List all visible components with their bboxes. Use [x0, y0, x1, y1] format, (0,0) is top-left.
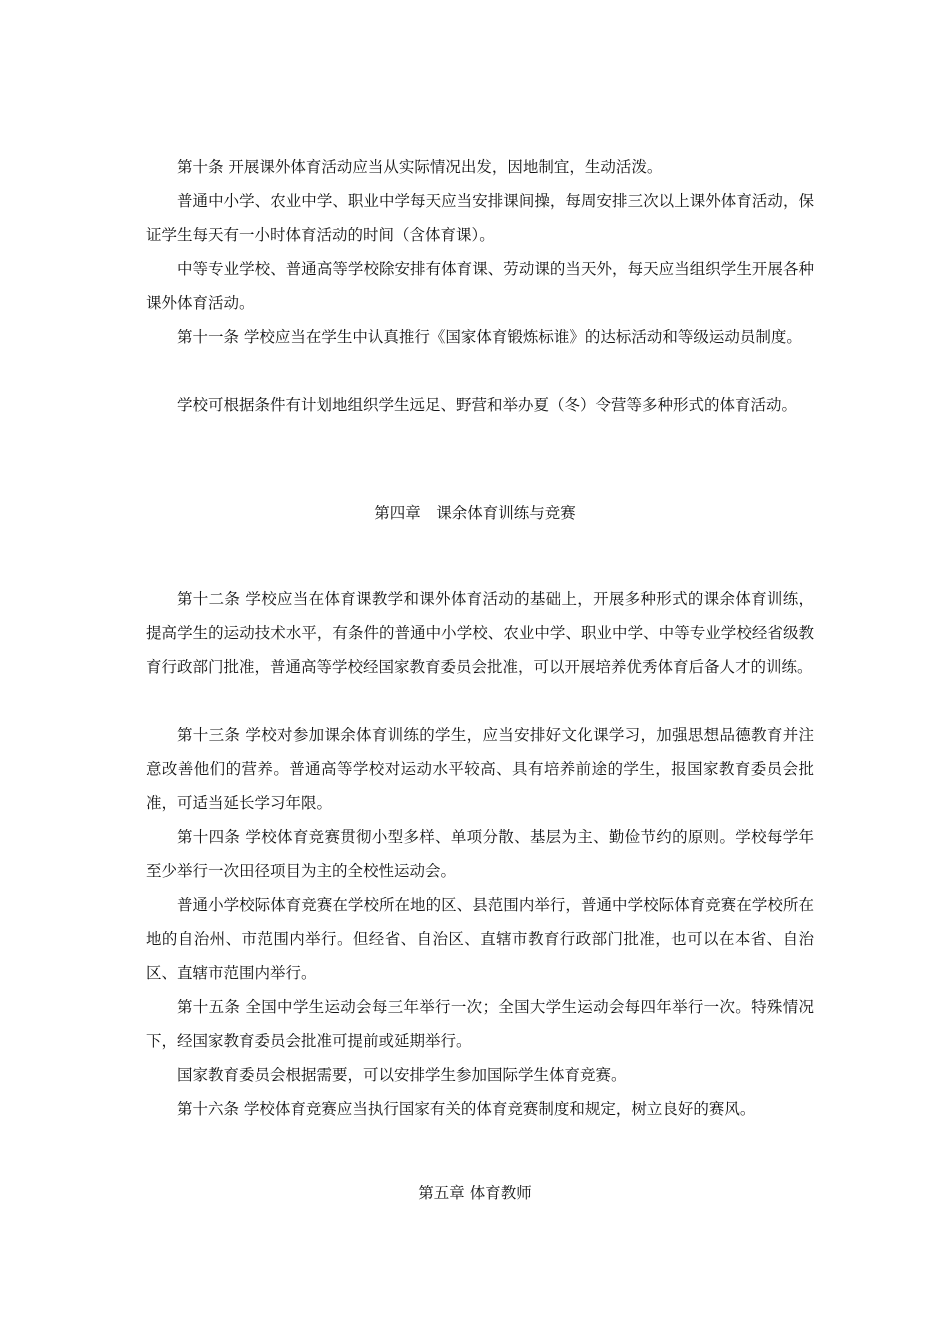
article-14-paragraph-2: 普通小学校际体育竞赛在学校所在地的区、县范围内举行，普通中学校际体育竞赛在学校所在地的自治州、市范围内举行。但经省、自治区、直辖市教育行政部门批准，也可以在本省、自治区、直辖市范围内举行。 [146, 896, 814, 982]
article-11-paragraph: 第十一条 学校应当在学生中认真推行《国家体育锻炼标谁》的达标活动和等级运动员制度。 [177, 328, 802, 346]
article-15-paragraph: 第十五条 全国中学生运动会每三年举行一次；全国大学生运动会每四年举行一次。特殊情况下，经国家教育委员会批准可提前或延期举行。 [146, 998, 814, 1050]
chapter-4-title: 第四章 课余体育训练与竞赛 [374, 504, 576, 522]
article-10-paragraph-3: 中等专业学校、普通高等学校除安排有体育课、劳动课的当天外，每天应当组织学生开展各种课外体育活动。 [146, 260, 814, 312]
article-10-paragraph-2: 普通中小学、农业中学、职业中学每天应当安排课间操，每周安排三次以上课外体育活动，保证学生每天有一小时体育活动的时间（含体育课）。 [146, 192, 814, 244]
article-13-paragraph: 第十三条 学校对参加课余体育训练的学生，应当安排好文化课学习，加强思想品德教育并注意改善他们的营养。普通高等学校对运动水平较高、具有培养前途的学生，报国家教育委员会批准，可适当延长学习年限。 [146, 726, 814, 812]
chapter-5-title: 第五章 体育教师 [418, 1184, 532, 1202]
article-15-paragraph-2: 国家教育委员会根据需要，可以安排学生参加国际学生体育竞赛。 [177, 1066, 627, 1084]
article-16-paragraph: 第十六条 学校体育竞赛应当执行国家有关的体育竞赛制度和规定，树立良好的赛风。 [177, 1100, 756, 1118]
article-10-paragraph: 第十条 开展课外体育活动应当从实际情况出发，因地制宜，生动活泼。 [177, 158, 663, 176]
article-12-paragraph: 第十二条 学校应当在体育课教学和课外体育活动的基础上，开展多种形式的课余体育训练，提高学生的运动技术水平，有条件的普通中小学校、农业中学、职业中学、中等专业学校经省级教育行政部门批准，普通高等学校经国家教育委员会批准，可以开展培养优秀体育后备人才的训练。 [146, 590, 814, 676]
article-11-paragraph-2: 学校可根据条件有计划地组织学生远足、野营和举办夏（冬）令营等多种形式的体育活动。 [177, 396, 798, 414]
article-14-paragraph: 第十四条 学校体育竞赛贯彻小型多样、单项分散、基层为主、勤俭节约的原则。学校每学年至少举行一次田径项目为主的全校性运动会。 [146, 828, 814, 880]
